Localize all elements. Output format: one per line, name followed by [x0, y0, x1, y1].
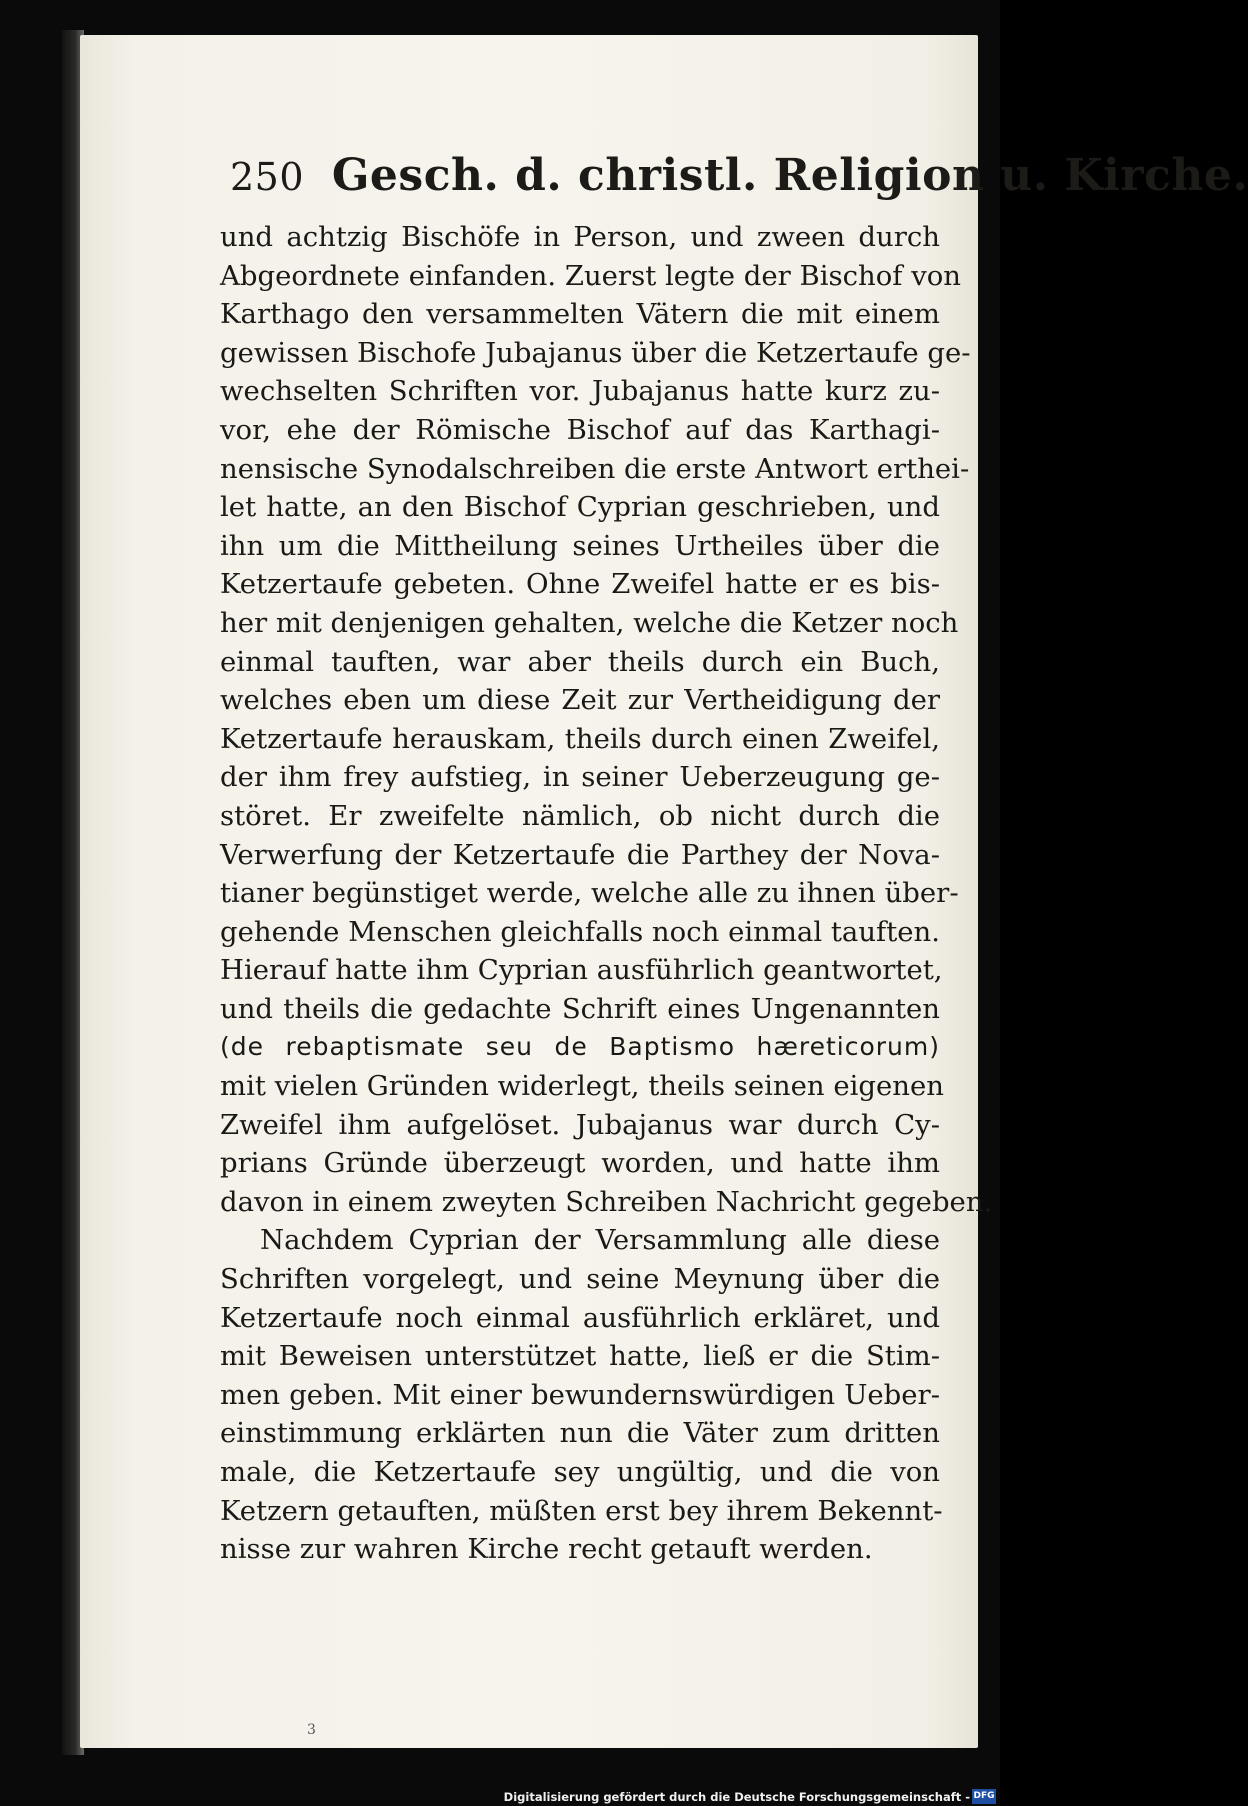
text-line: men geben. Mit einer bewundernswürdigen Ueber-: [220, 1378, 940, 1411]
text-line: einmal tauften, war aber theils durch ein Buch,: [220, 645, 940, 678]
body-text: [220, 218, 993, 1569]
text-line: male, die Ketzertaufe sey ungültig, und die von: [220, 1456, 940, 1488]
text-line: nensische Synodalschreiben die erste Antwort erthei-: [220, 452, 970, 485]
text-line: davon in einem zweyten Schreiben Nachricht gegeben.: [220, 1185, 993, 1218]
text-line: vor, ehe der Römische Bischof auf das Karthagi-: [220, 413, 940, 446]
text-line: Verwerfung der Ketzertaufe die Parthey der Nova-: [220, 838, 940, 871]
text-line: störet. Er zweifelte nämlich, ob nicht durch die: [220, 799, 940, 832]
running-head: [230, 150, 1248, 201]
text-line: (de rebaptismate seu de Baptismo hæreticorum): [220, 1032, 940, 1062]
text-line: Ketzern getauften, müßten erst bey ihrem Bekennt-: [220, 1494, 943, 1527]
dfg-logo: DFG: [972, 1789, 996, 1804]
text-line: und achtzig Bischöfe in Person, und zween durch: [220, 221, 940, 253]
text-line: gehende Menschen gleichfalls noch einmal tauften.: [220, 915, 940, 948]
text-line: prians Gründe überzeugt worden, und hatte ihm: [220, 1147, 940, 1180]
text-line: Ketzertaufe herauskam, theils durch einen Zweifel,: [220, 722, 940, 755]
text-line: einstimmung erklärten nun die Väter zum dritten: [220, 1417, 940, 1450]
text-line: Nachdem Cyprian der Versammlung alle diese: [260, 1224, 940, 1257]
digitization-credit: Digitalisierung gefördert durch die Deutsche Forschungsgemeinschaft -: [503, 1790, 970, 1804]
text-line: der ihm frey aufstieg, in seiner Ueberzeugung ge-: [220, 761, 940, 794]
text-line: Karthago den versammelten Vätern die mit einem: [220, 298, 940, 331]
text-line: gewissen Bischofe Jubajanus über die Ketzertaufe ge-: [220, 336, 971, 369]
text-line: welches eben um diese Zeit zur Vertheidigung der: [220, 684, 940, 717]
text-line: tianer begünstiget werde, welche alle zu ihnen über-: [220, 877, 959, 910]
text-line: und theils die gedachte Schrift eines Ungenannten: [220, 992, 940, 1025]
text-line: mit Beweisen unterstützet hatte, ließ er die Stim-: [220, 1340, 940, 1373]
text-line: let hatte, an den Bischof Cyprian geschrieben, und: [220, 491, 940, 524]
text-line: mit vielen Gründen widerlegt, theils seinen eigenen: [220, 1070, 944, 1103]
text-line: Ketzertaufe noch einmal ausführlich erkläret, und: [220, 1301, 940, 1334]
text-line: her mit denjenigen gehalten, welche die Ketzer noch: [220, 606, 959, 639]
text-line: Schriften vorgelegt, und seine Meynung über die: [220, 1263, 940, 1296]
text-line: Ketzertaufe gebeten. Ohne Zweifel hatte er es bis-: [220, 568, 940, 601]
signature-mark: 3: [307, 1722, 316, 1738]
text-line: wechselten Schriften vor. Jubajanus hatte kurz zu-: [220, 375, 940, 408]
text-line: ihn um die Mittheilung seines Urtheiles über die: [220, 529, 940, 562]
running-title: Gesch. d. christl. Religion u. Kirche.: [331, 150, 1248, 201]
page-number: 250: [230, 155, 305, 199]
text-line: Abgeordnete einfanden. Zuerst legte der Bischof von: [220, 259, 961, 292]
text-line: Hierauf hatte ihm Cyprian ausführlich geantwortet,: [220, 954, 943, 987]
text-line: nisse zur wahren Kirche recht getauft werden.: [220, 1533, 873, 1566]
text-line: Zweifel ihm aufgelöset. Jubajanus war durch Cy-: [220, 1108, 940, 1141]
